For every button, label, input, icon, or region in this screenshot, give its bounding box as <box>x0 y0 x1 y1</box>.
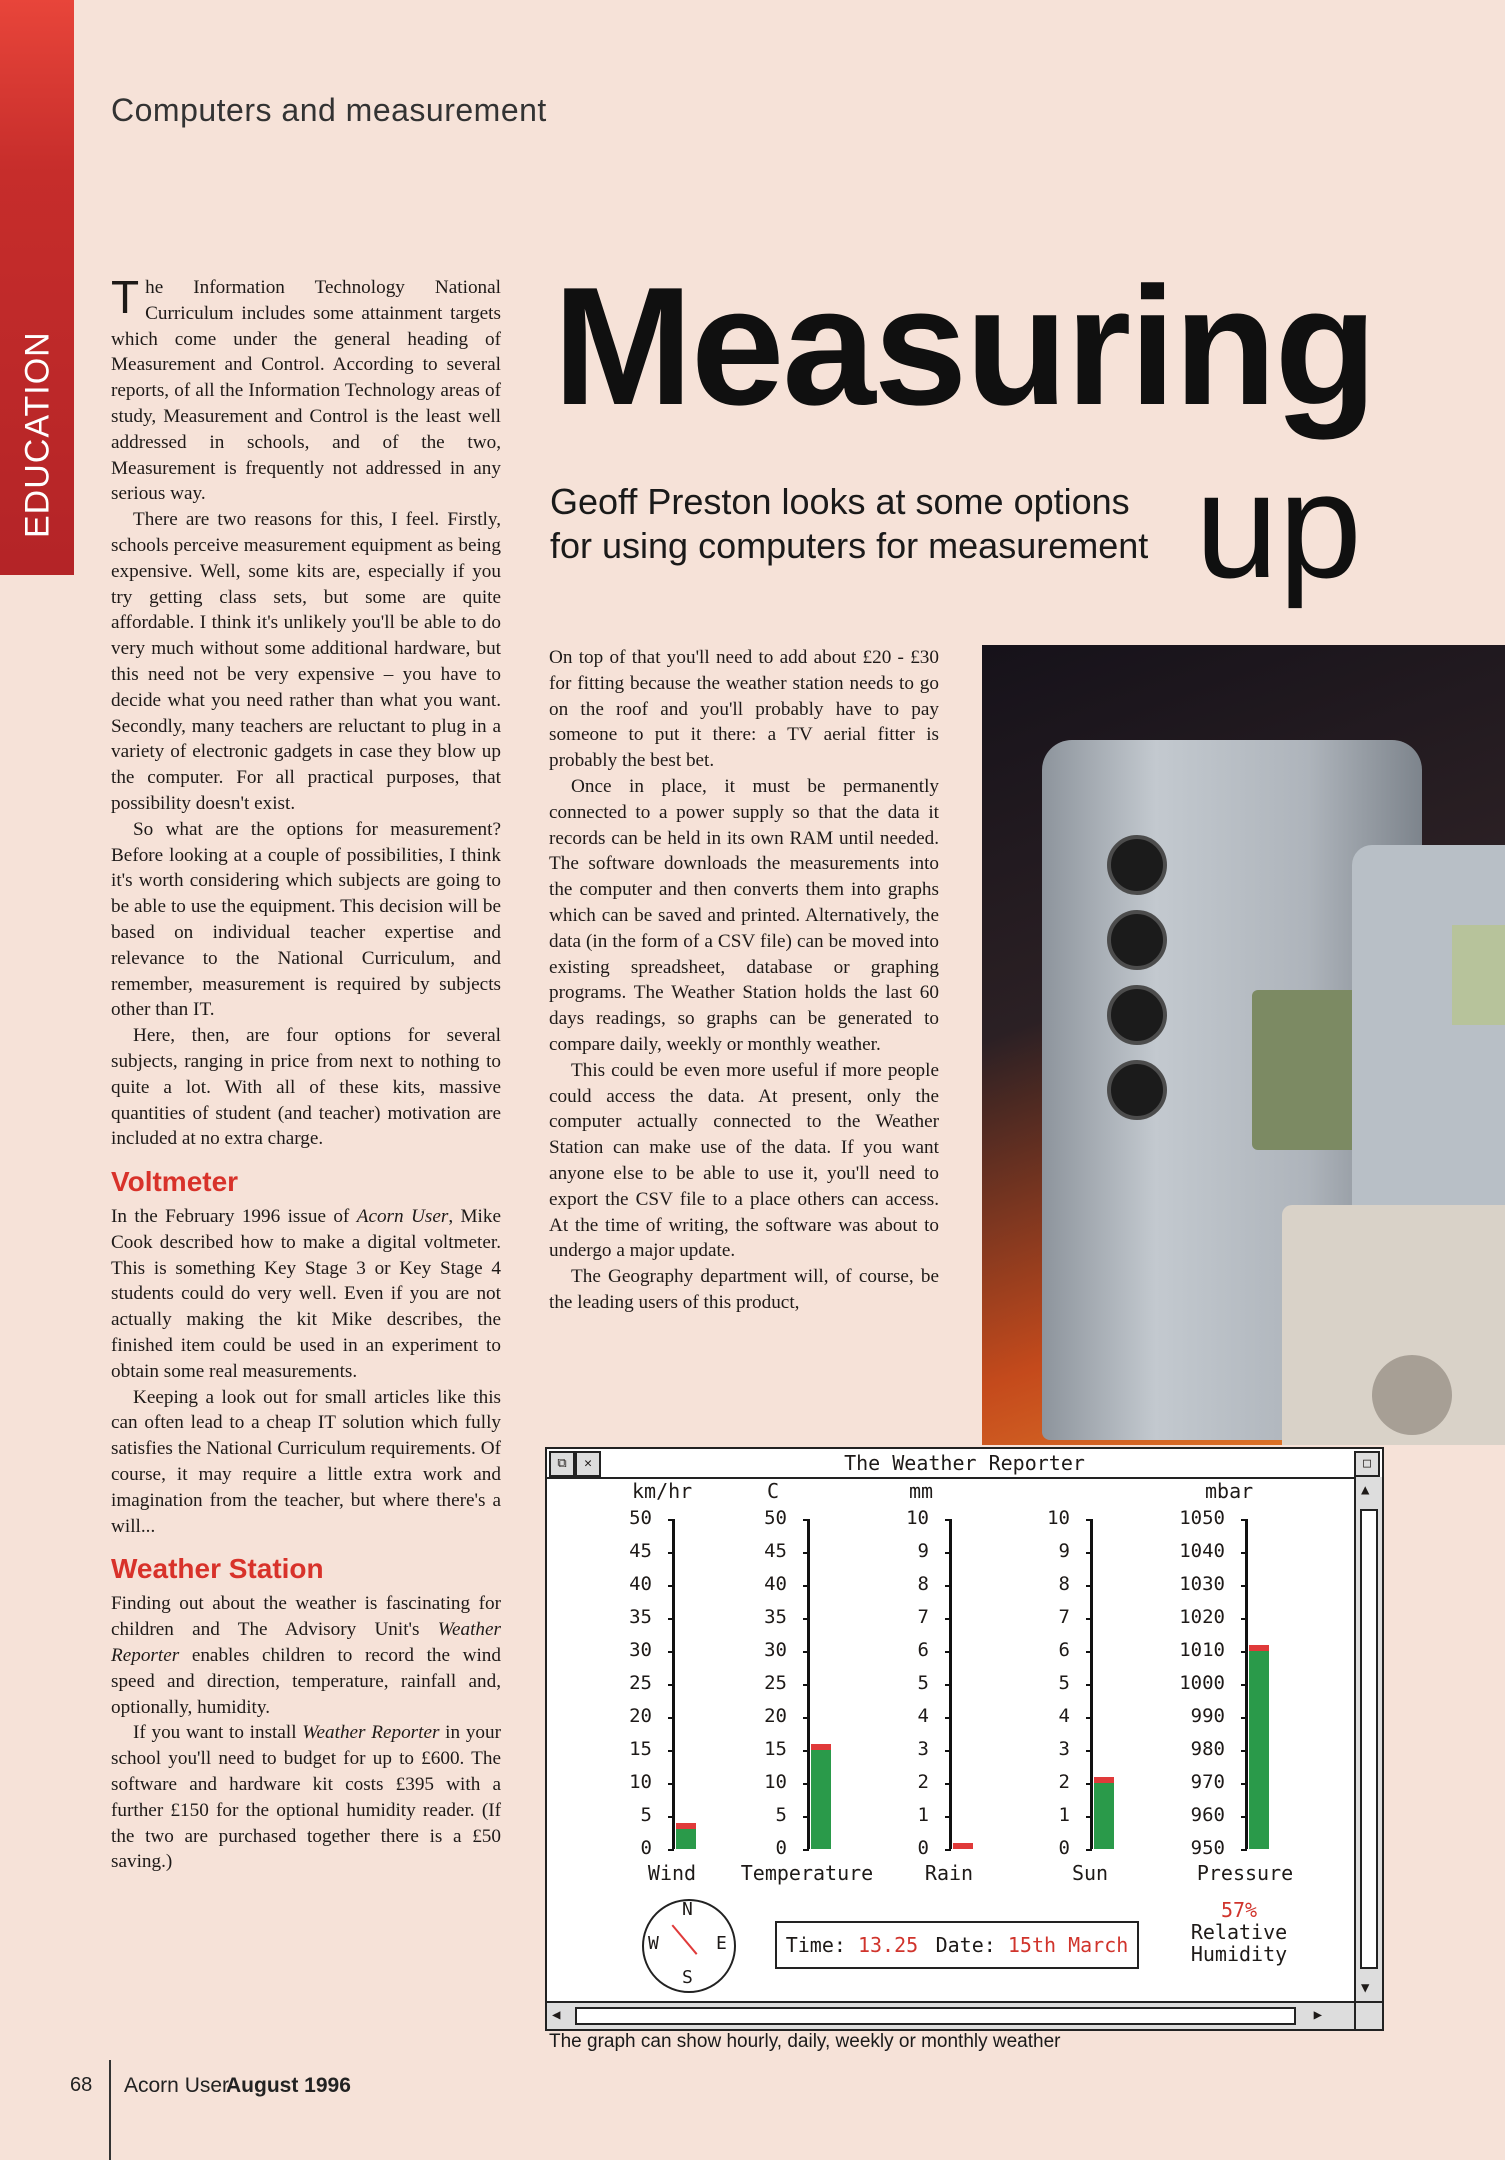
tick-label: 50 <box>764 1507 787 1529</box>
paragraph: Finding out about the weather is fascinating for children and The Advisory Unit's Weather Reporter enables children to record the wind speed and direction, temperature, rainfall and, optionally, humidity. <box>111 1593 501 1718</box>
tick-label: 8 <box>917 1573 929 1595</box>
meter-lcd <box>1452 925 1505 1025</box>
section-heading: Computers and measurement <box>111 92 547 128</box>
tick-label: 5 <box>1058 1672 1070 1694</box>
graph-name: Sun <box>1071 1861 1109 1885</box>
paragraph: So what are the options for measurement? Before looking at a couple of possibilities, I think it's worth considering which subjects are going to be able to use the equipment. This decision will be based on individual teacher expertise and relevance to the National Curriculum, and remember, measurement is required by subjects other than IT. <box>111 818 501 1021</box>
subhead-weather-station: Weather Station <box>111 1553 324 1585</box>
tick-label: 50 <box>629 1507 652 1529</box>
graph-axis <box>807 1519 810 1849</box>
tick-label: 10 <box>629 1771 652 1793</box>
tick-label: 3 <box>917 1738 929 1760</box>
tick-label: 6 <box>917 1639 929 1661</box>
tick-label: 3 <box>1058 1738 1070 1760</box>
horizontal-scrollbar[interactable] <box>547 2001 1356 2029</box>
issue-date: August 1996 <box>226 2074 351 2097</box>
graph-bar <box>676 1823 696 1849</box>
socket <box>1107 910 1167 970</box>
tick-label: 7 <box>917 1606 929 1628</box>
tick-label: 5 <box>917 1672 929 1694</box>
paragraph: This could be even more useful if more people could access the data. At present, only the computer actually connected to the Weather Station can make use of the data. If you want anyone else to be able to use it, you'll need to export the CSV file to a place others can access. At the time of writing, the software was about to undergo a major update. <box>549 1059 939 1262</box>
graph-axis <box>1090 1519 1093 1849</box>
tick-label: 1000 <box>1179 1672 1225 1694</box>
paragraph: Keeping a look out for small articles like this can often lead to a cheap IT solution which fully satisfies the National Curriculum requirements. Of course, it may require a little extra work and imagination from the teacher, but where there's a will... <box>111 1386 501 1537</box>
tick-label: 45 <box>764 1540 787 1562</box>
tick-label: 0 <box>917 1837 929 1859</box>
paragraph: The Geography department will, of course, be the leading users of this product, <box>549 1266 939 1313</box>
window-title: The Weather Reporter <box>844 1451 1085 1475</box>
toggle-size-icon[interactable]: □ <box>1354 1451 1380 1477</box>
tick-label: 15 <box>629 1738 652 1760</box>
headline: Measuring <box>553 252 1376 440</box>
graph-bar <box>953 1843 973 1849</box>
vertical-scroll-thumb[interactable] <box>1360 1509 1378 1969</box>
tick-label: 25 <box>629 1672 652 1694</box>
tick-label: 960 <box>1190 1804 1225 1826</box>
tick-mark <box>1086 1849 1092 1851</box>
compass-e: E <box>716 1933 727 1954</box>
tick-label: 1050 <box>1179 1507 1225 1529</box>
tick-label: 10 <box>1047 1507 1070 1529</box>
paragraph: If you want to install Weather Reporter in your school you'll need to budget for up to £600. The software and hardware kit costs £395 with a further £150 for the optional humidity reader. (If the two are purchased together there is a £50 saving.) <box>111 1722 501 1873</box>
tick-label: 0 <box>640 1837 652 1859</box>
paragraph: There are two reasons for this, I feel. Firstly, schools perceive measurement equipment as being expensive. Well, some kits are, especially if you try getting class sets, but some are quite affordable. I think it's unlikely you'll be able to do very much without some additional hardware, but this need not be very expensive – you have to decide what you need rather than what you want. Secondly, many teachers are reluctant to plug in a variety of electronic gadgets in case they blow up the computer. For all practical purposes, that possibility doesn't exist. <box>111 509 501 814</box>
tick-label: 40 <box>764 1573 787 1595</box>
tick-label: 10 <box>906 1507 929 1529</box>
tick-label: 4 <box>917 1705 929 1727</box>
figure-caption: The graph can show hourly, daily, weekly or monthly weather <box>549 2031 1061 2052</box>
humidity-label: Relative <box>1190 1920 1288 1944</box>
tick-label: 7 <box>1058 1606 1070 1628</box>
tick-label: 35 <box>764 1606 787 1628</box>
folio-rule <box>109 2060 111 2160</box>
socket <box>1107 835 1167 895</box>
vertical-scrollbar[interactable] <box>1354 1477 1382 2001</box>
paragraph: On top of that you'll need to add about £20 - £30 for fitting because the weather station needs to go on the roof and you'll probably have to pay someone to put it there: a TV aerial fitter is probably the best bet. <box>549 647 939 772</box>
graph-name: Temperature <box>740 1861 874 1885</box>
tick-label: 40 <box>629 1573 652 1595</box>
headline-up: up <box>1195 441 1362 609</box>
subhead-voltmeter: Voltmeter <box>111 1166 239 1198</box>
humidity-value: 57% <box>1220 1898 1258 1922</box>
graph-bar <box>1094 1777 1114 1849</box>
column-2 <box>549 645 939 1316</box>
horizontal-scroll-thumb[interactable] <box>575 2007 1296 2025</box>
sensor-meter <box>1352 845 1505 1225</box>
tick-label: 6 <box>1058 1639 1070 1661</box>
floppy-disk <box>1282 1205 1505 1445</box>
tick-label: 9 <box>917 1540 929 1562</box>
tick-mark <box>1241 1849 1247 1851</box>
paragraph: In the February 1996 issue of Acorn User, Mike Cook described how to make a digital voltmeter. This is something Key Stage 3 or Key Stage 4 students could do very well. Even if you are not actually making the kit Mike describes, the finished item could be used in an experiment to obtain some real measurements. <box>111 1206 501 1382</box>
scroll-up-arrow-icon[interactable]: ▲ <box>1361 1482 1370 1498</box>
tick-label: 990 <box>1190 1705 1225 1727</box>
weather-reporter-window <box>545 1447 1384 2031</box>
back-icon[interactable]: ⧉ <box>549 1451 575 1477</box>
compass-n: N <box>682 1899 693 1920</box>
scroll-right-arrow-icon[interactable]: ▶ <box>1313 2007 1322 2023</box>
graph-bar <box>1249 1645 1269 1849</box>
time-readout: Time: 13.25 <box>785 1933 919 1957</box>
tick-label: 30 <box>764 1639 787 1661</box>
graph-name: Rain <box>924 1861 974 1885</box>
graph-unit: mm <box>909 1479 934 1503</box>
tick-label: 45 <box>629 1540 652 1562</box>
graph-axis <box>949 1519 952 1849</box>
graph-axis <box>1245 1519 1248 1849</box>
tick-label: 35 <box>629 1606 652 1628</box>
compass-s: S <box>682 1967 693 1988</box>
tick-label: 1 <box>917 1804 929 1826</box>
tick-label: 25 <box>764 1672 787 1694</box>
tick-mark <box>668 1849 674 1851</box>
tick-label: 4 <box>1058 1705 1070 1727</box>
tick-label: 20 <box>764 1705 787 1727</box>
wind-direction-needle <box>672 1924 698 1954</box>
education-edge-tab <box>0 0 74 575</box>
tick-label: 1040 <box>1179 1540 1225 1562</box>
standfirst: Geoff Preston looks at some options for using computers for measurement <box>550 481 1149 566</box>
graph-name: Wind <box>647 1861 697 1885</box>
magazine-name: Acorn User <box>124 2074 230 2097</box>
humidity-label: Humidity <box>1190 1942 1288 1966</box>
tick-mark <box>945 1849 951 1851</box>
graph-name: Pressure <box>1196 1861 1294 1885</box>
tick-label: 2 <box>1058 1771 1070 1793</box>
tick-label: 1030 <box>1179 1573 1225 1595</box>
scroll-down-arrow-icon[interactable]: ▼ <box>1361 1980 1370 1996</box>
window-title-bar[interactable] <box>547 1449 1382 1479</box>
graph-unit: km/hr <box>632 1479 693 1503</box>
tick-label: 20 <box>629 1705 652 1727</box>
tick-label: 970 <box>1190 1771 1225 1793</box>
time-date-box <box>775 1921 1139 1969</box>
tick-label: 950 <box>1190 1837 1225 1859</box>
weather-station-photo <box>982 645 1505 1445</box>
socket <box>1107 985 1167 1045</box>
tick-label: 8 <box>1058 1573 1070 1595</box>
tick-label: 2 <box>917 1771 929 1793</box>
paragraph: Once in place, it must be permanently connected to a power supply so that the data it records can be held in its own RAM until needed. The software downloads the measurements into the computer and then converts them into graphs which can be saved and printed. Alternatively, the data (in the form of a CSV file) can be moved into existing spreadsheet, database or graphing programs. The Weather Station holds the last 60 days readings, so graphs can be generated to compare daily, weekly or monthly weather. <box>549 775 939 1055</box>
tick-label: 5 <box>640 1804 652 1826</box>
tick-label: 980 <box>1190 1738 1225 1760</box>
tick-label: 30 <box>629 1639 652 1661</box>
graph-axis <box>672 1519 675 1849</box>
compass-w: W <box>648 1933 659 1954</box>
column-1 <box>111 271 501 1875</box>
tick-label: 5 <box>775 1804 787 1826</box>
tick-mark <box>803 1849 809 1851</box>
scroll-left-arrow-icon[interactable]: ◀ <box>552 2007 561 2023</box>
date-readout: Date: 15th March <box>935 1933 1129 1957</box>
edge-label: EDUCATION <box>18 331 57 539</box>
graph-unit: C <box>767 1479 780 1503</box>
tick-label: 1010 <box>1179 1639 1225 1661</box>
close-icon[interactable]: ✕ <box>575 1451 601 1477</box>
tick-label: 10 <box>764 1771 787 1793</box>
graph-unit: mbar <box>1205 1479 1254 1503</box>
page-number: 68 <box>70 2074 93 2096</box>
tick-label: 1 <box>1058 1804 1070 1826</box>
wind-compass <box>642 1899 736 1993</box>
paragraph: The Information Technology National Curriculum includes some attainment targets which come under the general heading of Measurement and Control. According to several reports, of all the Information Technology areas of study, Measurement and Control is the least well addressed in schools, and of the two, Measurement is frequently not addressed in any serious way. <box>111 271 501 505</box>
disk-hub <box>1372 1355 1452 1435</box>
paragraph: Here, then, are four options for several subjects, ranging in price from next to nothing to quite a lot. With all of these kits, massive quantities of student (and teacher) motivation are included at no extra charge. <box>111 1025 501 1150</box>
tick-label: 0 <box>775 1837 787 1859</box>
drop-cap: T <box>111 271 140 323</box>
tick-label: 0 <box>1058 1837 1070 1859</box>
resize-icon[interactable] <box>1354 2001 1382 2029</box>
tick-label: 9 <box>1058 1540 1070 1562</box>
humidity-readout <box>1179 1899 1299 1965</box>
tick-label: 15 <box>764 1738 787 1760</box>
socket <box>1107 1060 1167 1120</box>
graph-bar <box>811 1744 831 1849</box>
tick-label: 1020 <box>1179 1606 1225 1628</box>
